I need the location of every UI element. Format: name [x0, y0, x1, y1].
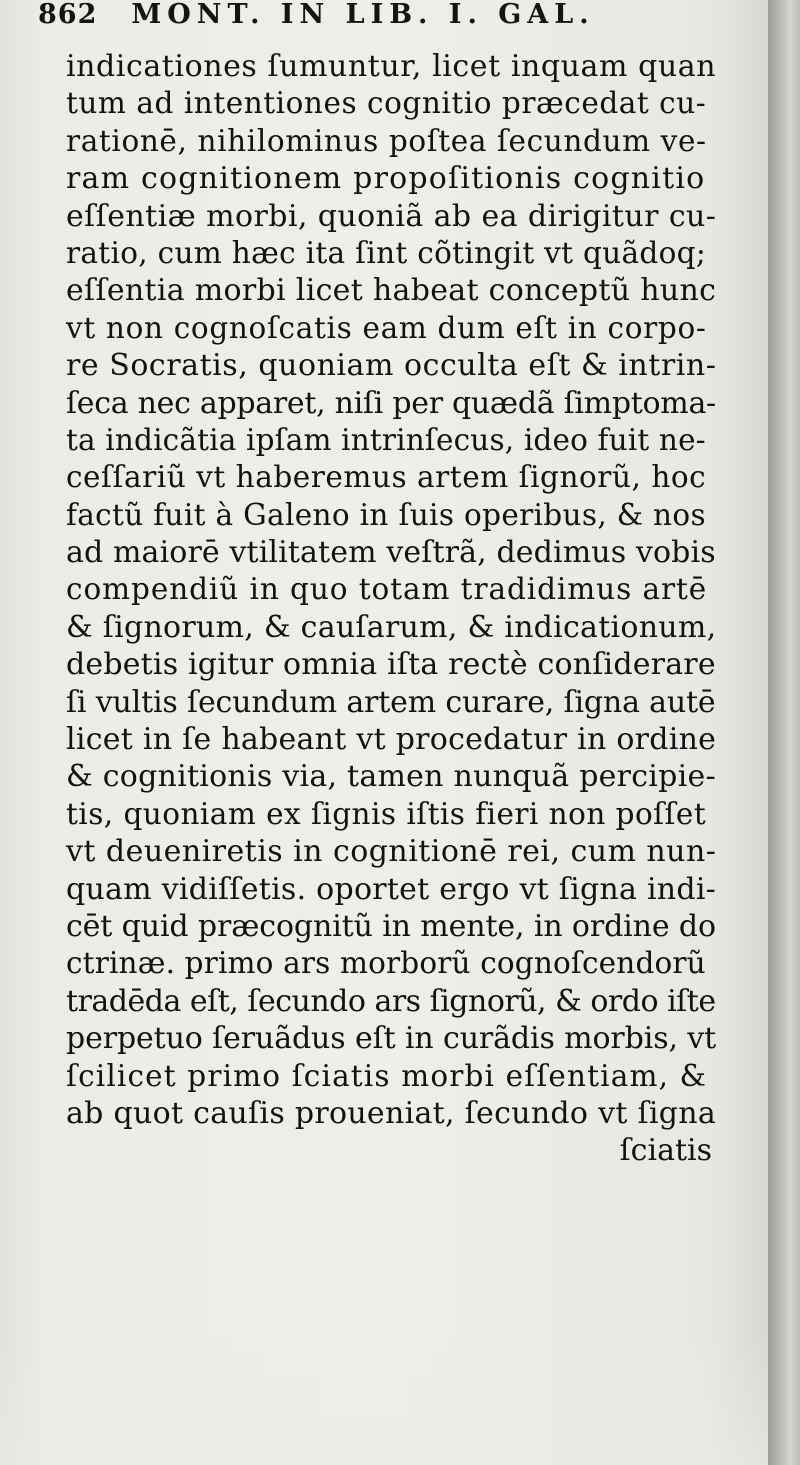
text-line-26: tradēda eſt, ſecundo ars ſignorũ, & ordo iſte [66, 983, 716, 1019]
running-title: MONT. IN LIB. I. GAL. [131, 0, 595, 30]
text-line-17: debetis igitur omnia iſta rectè conſiderare [66, 647, 716, 683]
text-line-11: ta indicãtia ipſam intrinſecus, ideo fuit ne- [66, 422, 706, 457]
page-header [38, 0, 595, 30]
text-line-1: indicationes ſumuntur, licet inquam quan [66, 49, 717, 84]
page-number: 862 [38, 0, 98, 30]
text-line-15: compendiũ in quo totam tradidimus artē [66, 572, 708, 607]
text-line-3: rationē, nihilominus poſtea ſecundum ve- [66, 123, 707, 158]
text-line-28: ſcilicet primo ſciatis morbi eſſentiam, & [66, 1058, 708, 1093]
text-line-5: eſſentiæ morbi, quoniã ab ea dirigitur cu- [66, 198, 717, 234]
text-line-19: licet in ſe habeant vt procedatur in ordine [66, 722, 717, 758]
text-line-24: cēt quid præcognitũ in mente, in ordine do [66, 908, 716, 944]
catchword: ſciatis [619, 1133, 712, 1169]
text-line-12: ceſſariũ vt haberemus artem ſignorũ, hoc [66, 460, 707, 495]
text-line-14: ad maiorē vtilitatem veſtrã, dedimus vobis [66, 535, 716, 571]
text-line-23: quam vidiſſetis. oportet ergo vt ſigna indi- [66, 871, 717, 907]
text-line-16: & ſignorum, & cauſarum, & indicationum, [66, 609, 717, 645]
text-line-7: eſſentia morbi licet habeat conceptũ hunc [66, 273, 717, 309]
book-gutter [768, 0, 800, 1465]
text-line-25: ctrinæ. primo ars morborũ cognoſcendorũ [66, 946, 706, 981]
text-line-20: & cognitionis via, tamen nunquã percipie- [66, 759, 716, 795]
body-text [66, 48, 716, 1170]
text-line-27: perpetuo ſeruãdus eſt in curãdis morbis, vt [66, 1021, 717, 1057]
text-line-2: tum ad intentiones cognitio præcedat cu- [66, 86, 707, 121]
text-line-4: ram cognitionem propoſitionis cognitio [66, 161, 706, 197]
page-bottom-margin [0, 1330, 768, 1465]
text-line-13: factũ fuit à Galeno in ſuis operibus, & nos [66, 497, 706, 532]
text-line-21: tis, quoniam ex ſignis iſtis fieri non poſſet [66, 796, 707, 831]
text-line-18: ſi vultis ſecundum artem curare, ſigna autē [66, 684, 716, 720]
text-line-8: vt non cognoſcatis eam dum eſt in corpo- [66, 310, 707, 345]
text-line-29: ab quot cauſis proueniat, ſecundo vt ſigna [66, 1095, 717, 1131]
text-line-6: ratio, cum hæc ita ſint cõtingit vt quãdoq; [66, 235, 707, 270]
text-line-22: vt deueniretis in cognitionē rei, cum nun- [66, 834, 717, 870]
text-line-9: re Socratis, quoniam occulta eſt & intrin- [66, 348, 717, 384]
text-line-10: ſeca nec apparet, niſi per quædã ſimptoma- [66, 385, 716, 421]
